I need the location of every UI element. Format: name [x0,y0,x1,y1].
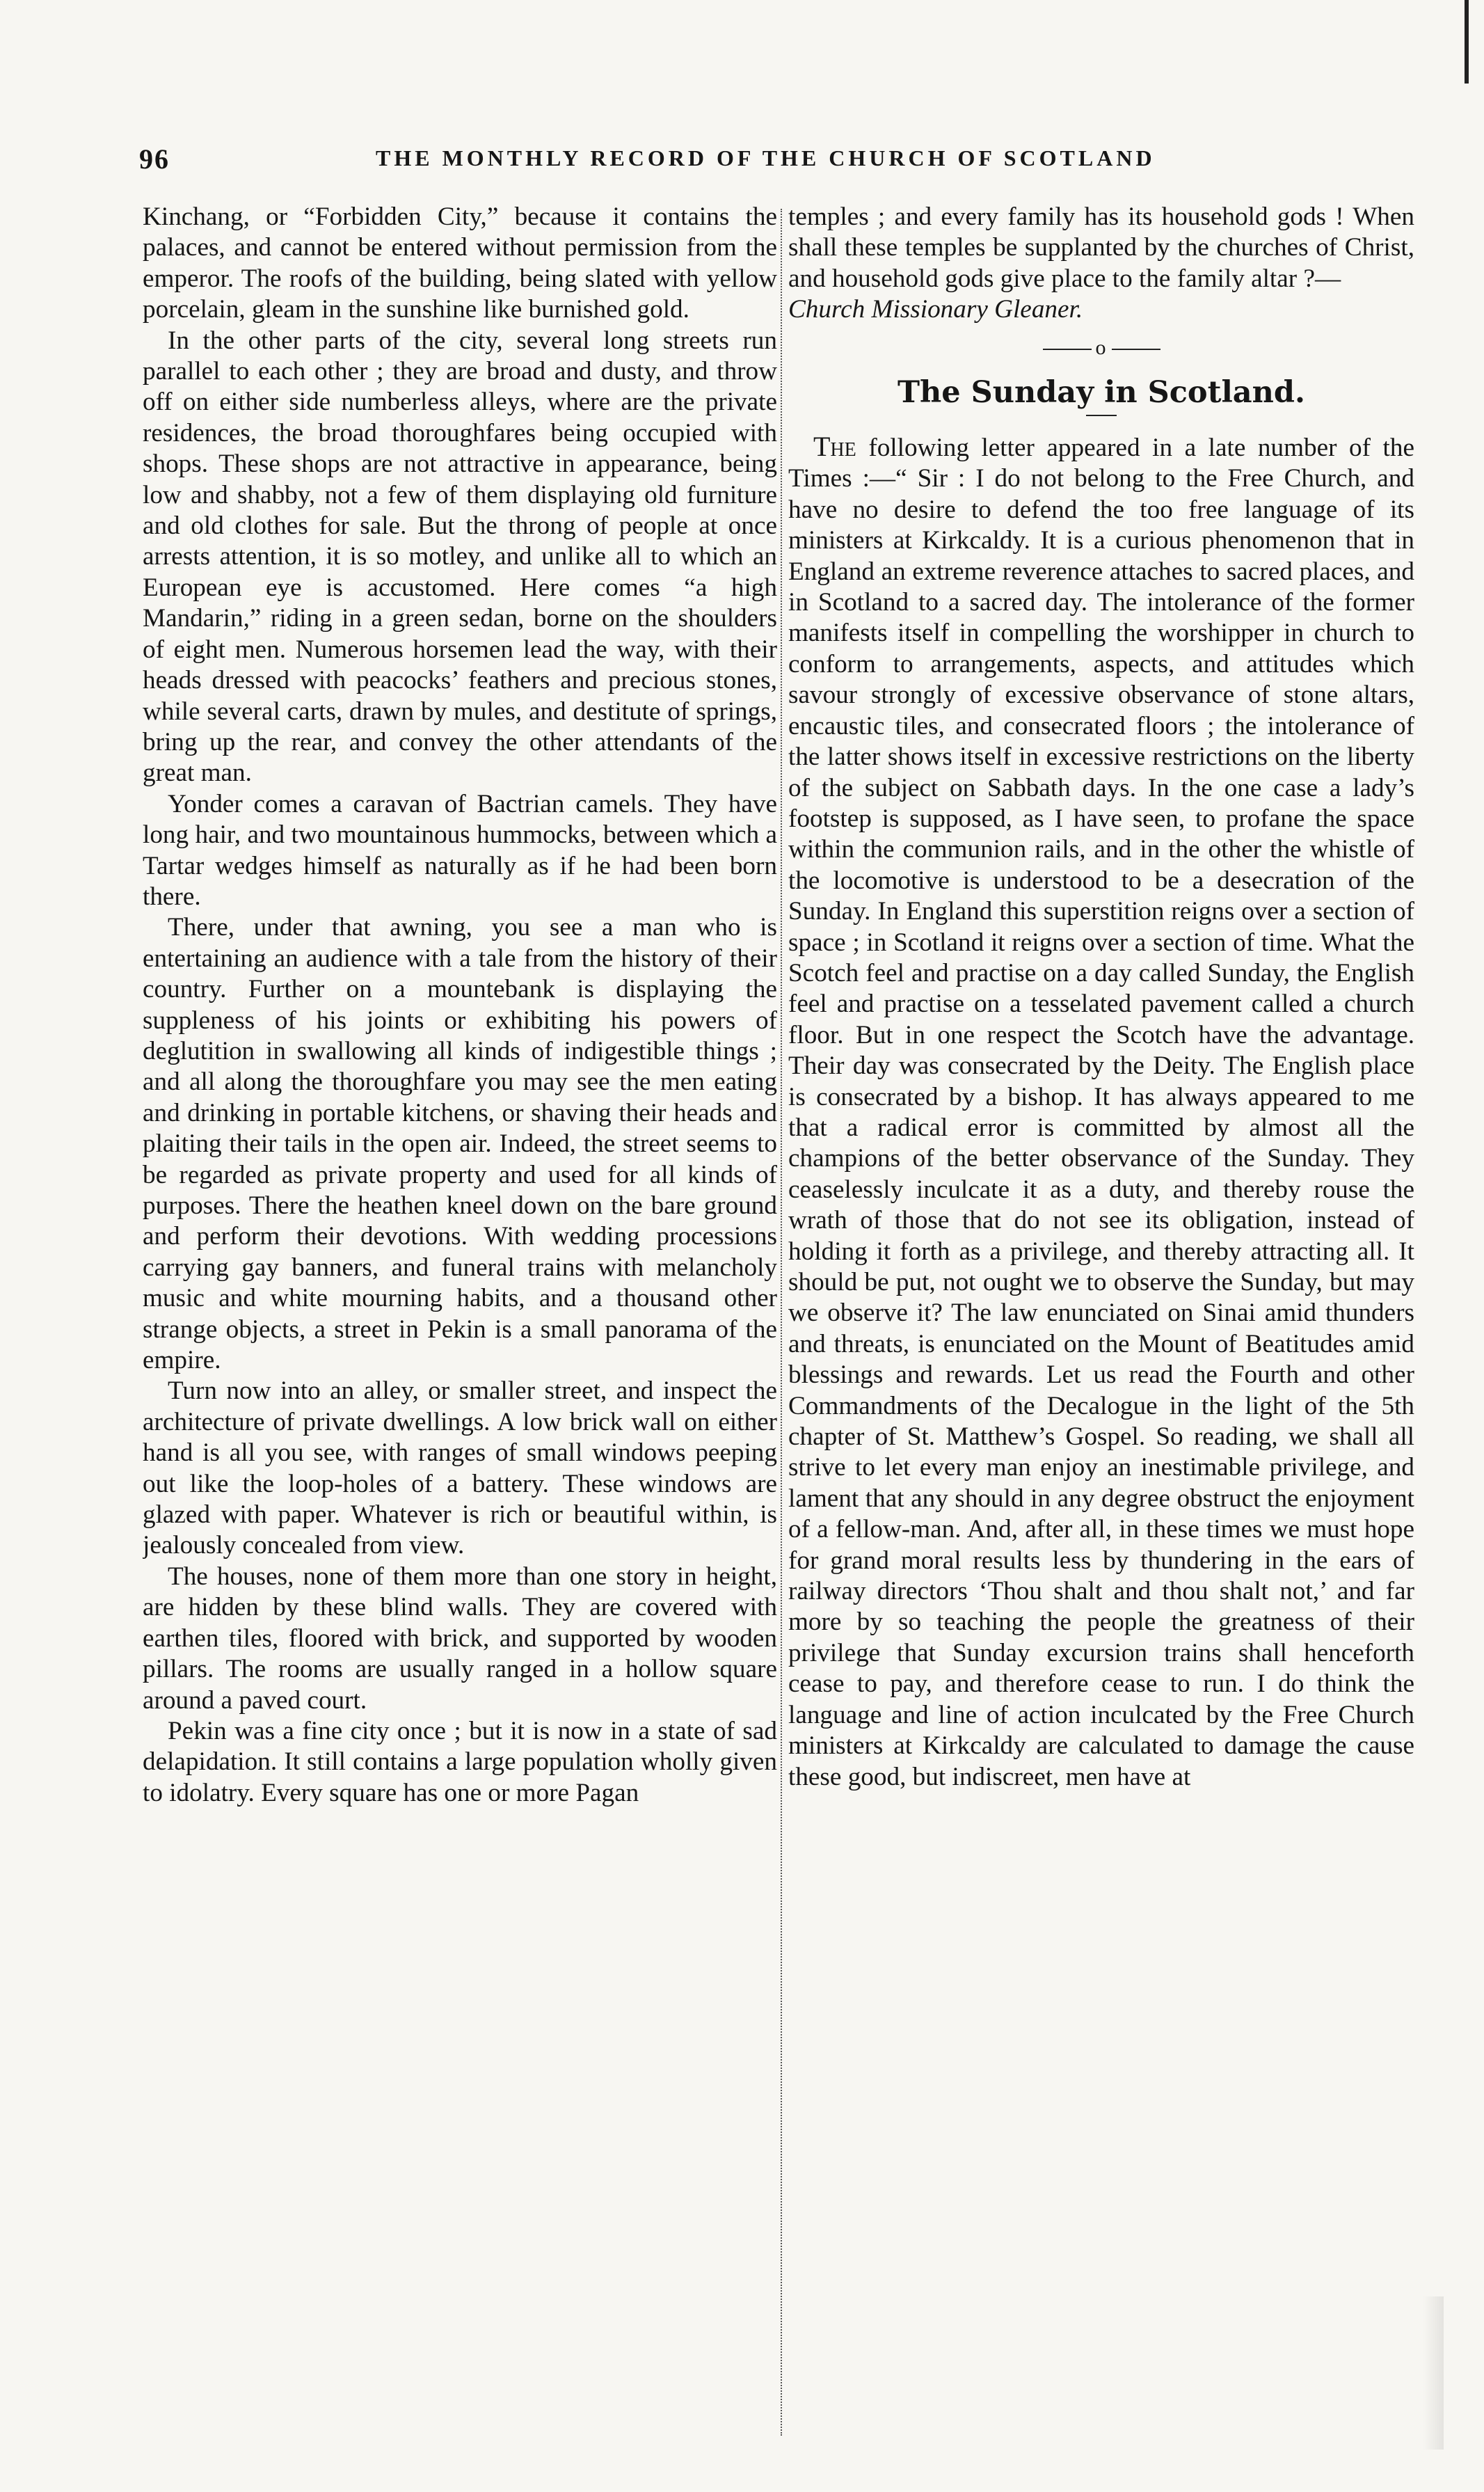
source-name: Church Missionary Gleaner. [788,295,1083,324]
paragraph: In the other parts of the city, several long streets run parallel to each other ; they are broad and dusty, and throw off on either side numberless alleys, where are the private residences, the broad thoroughfares being occupied with shops. These shops are not attractive in appearance, being low and shabby, not a few of them displaying old furniture and old clothes for sale. But the throng of people at once arrests attention, it is so motley, and unlike all to which an European eye is accustomed. Here comes “a high Mandarin,” riding in a green sedan, borne on the shoulders of eight men. Numerous horsemen lead the way, with their heads dressed with peacocks’ feathers and precious stones, while several carts, drawn by mules, and destitute of springs, bring up the rear, and convey the other attendants of the great man. [143,326,777,788]
paragraph: Kinchang, or “Forbidden City,” because it contains the palaces, and cannot be entered without permission from the emperor. The roofs of the building, being slated with yellow porcelain, gleam in the sunshine like burnished gold. [143,203,777,324]
margin-edge-mark [1465,0,1469,84]
section-separator [788,333,1414,363]
paragraph: The houses, none of them more than one story in height, are hidden by these blind walls. They are covered with earthen tiles, floored with brick, and supported by wooden pillars. The rooms are usually ranged in a hollow square around a paved court. [143,1562,777,1715]
article-title: The Sunday in Scotland. [897,375,1305,411]
source-credit [788,294,1414,325]
paragraph: There, under that awning, you see a man who is entertaining an audience with a tale from the history of their country. Further on a mountebank is displaying the suppleness of his joints or exhibiting his powers of deglutition in swallowing all kinds of indigestible things ; and all along the thoroughfare you may see the men eating and drinking in portable kitchens, or shaving their heads and plaiting their tails in the open air. Indeed, the street seems to be regarded as private property and used for all kinds of purposes. There the heathen kneel down on the bare ground and perform their devotions. With wedding processions carrying gay banners, and funeral trains with melancholy music and white mourning habits, and a thousand other strange objects, a street in Pekin is a small panorama of the empire. [143,913,777,1375]
separator-mark: o [1095,335,1108,359]
paragraph: Pekin was a fine city once ; but it is now in a state of sad delapidation. It still contains a large population wholly given to idolatry. Every square has one or more Pagan [143,1716,777,1807]
page-header [139,143,1391,184]
separator-rule [1043,349,1092,350]
right-column [788,202,1414,2450]
separator-rule [1112,349,1160,350]
title-rule [1086,415,1117,416]
page-edge-shadow [1423,2296,1444,2450]
column-divider [781,209,782,2436]
lead-word: The [813,431,856,463]
article-body [788,431,1414,1793]
paragraph: Turn now into an alley, or smaller street, and inspect the architecture of private dwellings. A low brick wall on either hand is all you see, with ranges of small windows peeping out like the loop-holes of a battery. These windows are glazed with paper. Whatever is rich or beautiful within, is jealously concealed from view. [143,1376,777,1560]
paragraph: Yonder comes a caravan of Bactrian camels. They have long hair, and two mountainous hummocks, between which a Tartar wedges himself as naturally as if he had been born there. [143,789,777,911]
running-head: THE MONTHLY RECORD OF THE CHURCH OF SCOTLAND [376,145,1156,170]
article-text: following letter appeared in a late number of the Times :—“ Sir : I do not belong to the Free Church, and have no desire to defend the too free language of its ministers at Kirkcaldy. It is a curious phenomenon that in England an extreme reverence attaches to sacred places, and in Scotland to a sacred day. The intolerance of the former manifests itself in compelling the worshipper in church to conform to arrangements, aspects, and attitudes which savour strongly of excessive observance of stone altars, encaustic tiles, and consecrated floors ; the intolerance of the latter shows itself in excessive restrictions on the liberty of the subject on Sabbath days. In the one case a lady’s footstep is supposed, as I have seen, to profane the space within the communion rails, and in the other the whistle of the locomotive is understood to be a desecration of the Sunday. In England this superstition reigns over a section of space ; in Scotland it reigns over a section of time. What the Scotch feel and practise on a day called Sunday, the English feel and practise on a tesselated pavement called a church floor. But in one respect the Scotch have the advantage. Their day was consecrated by the Deity. The English place is consecrated by a bishop. It has always appeared to me that a radical error is committed by almost all the champions of the better observance of the Sunday. They ceaselessly inculcate it as a duty, and thereby rouse the wrath of those that do not see its obligation, instead of holding it forth as a privilege, and thereby attracting all. It should be put, not ought we to observe the Sunday, but may we observe it? The law enunciated on Sinai amid thunders and threats, is enunciated on the Mount of Beatitudes amid blessings and rewards. Let us read the Fourth and other Commandments of the Decalogue in the light of the 5th chapter of St. Matthew’s Gospel. So reading, we shall all strive to let every man enjoy an inestimable privilege, and lament that any should in any degree obstruct the enjoyment of a fellow-man. And, after all, in these times we must hope for grand moral results less by thundering in the ears of railway directors ‘Thou shalt and thou shalt not,’ and far more by so teaching the people the greatness of their privilege that Sunday excursion trains shall henceforth cease to pay, and therefore cease to run. I do think the language and line of action inculcated by the Free Church ministers at Kirkcaldy are calculated to damage the cause these good, but indiscreet, men have at [788,434,1414,1791]
left-column [143,202,777,2450]
paragraph: temples ; and every family has its household gods ! When shall these temples be supplanted by the churches of Christ, and household gods give place to the family altar ?— [788,203,1414,293]
page-number: 96 [139,143,170,175]
